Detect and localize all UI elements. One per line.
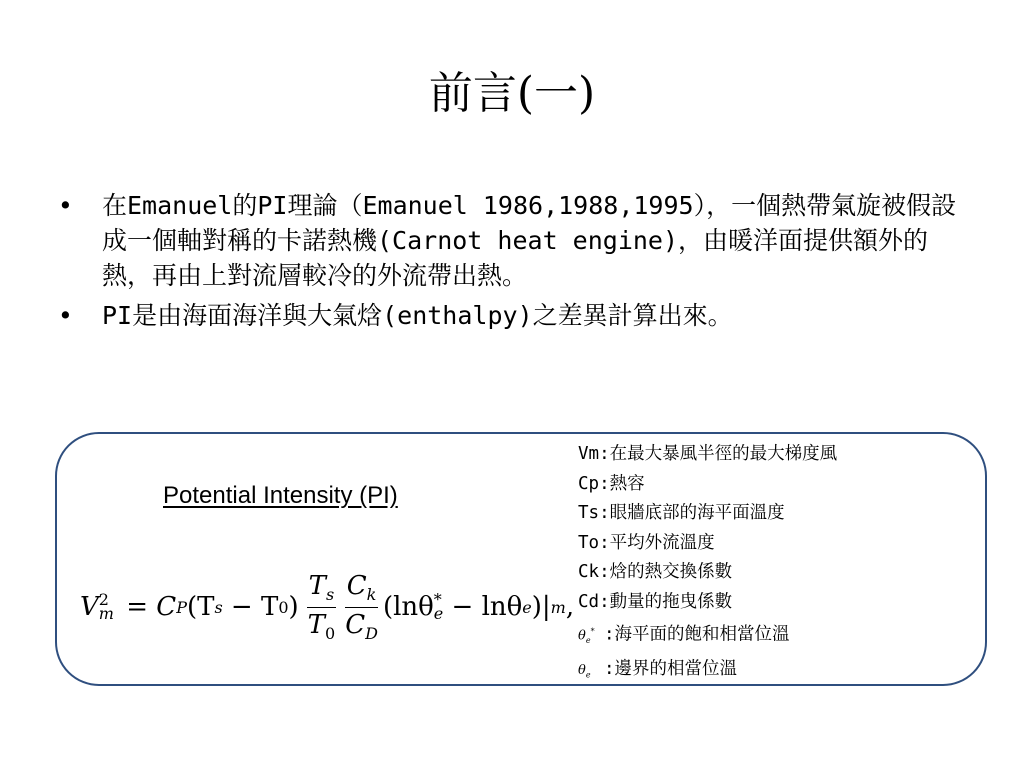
frac-c-num-sub: k xyxy=(366,585,377,605)
bullet-dot-icon: • xyxy=(58,191,73,220)
legend-text: Cp:熱容 xyxy=(578,473,645,494)
formula-ln-end: )| xyxy=(531,592,551,622)
frac-t-num-letter: T xyxy=(308,571,326,602)
theta-e-symbol xyxy=(578,656,604,690)
frac-t-den xyxy=(306,608,338,643)
legend-item xyxy=(578,470,837,500)
slide-title: 前言(一) xyxy=(428,68,596,119)
pi-heading: Potential Intensity (PI) xyxy=(163,482,398,509)
formula-frac-c xyxy=(343,571,380,642)
theta-e-star-symbol xyxy=(578,617,604,655)
bullet-text: 在Emanuel的PI理論（Emanuel 1986,1988,1995），一個熱帶氣旋被假設成一個軸對稱的卡諾熱機(Carnot heat engine)，由暖洋面提供額外的熱，再由上對流層較冷的外流帶出熱。 xyxy=(102,191,957,290)
formula-v-sub: m xyxy=(98,604,114,623)
legend-text: Ts:眼牆底部的海平面溫度 xyxy=(578,503,785,523)
theta-letter: θ xyxy=(578,663,586,679)
legend-text: :邊界的相當位溫 xyxy=(604,659,738,680)
formula-ln2: − lnθ xyxy=(443,592,523,622)
formula-eq: = xyxy=(117,592,157,622)
bullet-text: PI是由海面海洋與大氣焓(enthalpy)之差異計算出來。 xyxy=(102,301,733,330)
frac-t-num xyxy=(307,571,337,607)
formula-close: ) xyxy=(288,592,299,622)
formula-v: V xyxy=(80,592,99,622)
legend-item xyxy=(578,558,837,588)
formula-frac-t xyxy=(306,571,338,642)
formula-ln1-sub: e xyxy=(433,604,444,623)
bullet-list xyxy=(58,188,958,338)
frac-t-num-sub: s xyxy=(326,585,335,605)
legend-text: Vm:在最大暴風半徑的最大梯度風 xyxy=(578,444,838,464)
theta-sub: e xyxy=(585,635,591,645)
frac-c-num xyxy=(345,571,379,607)
formula-ln-end-sub: m xyxy=(550,597,566,617)
formula-cp: C xyxy=(156,592,177,622)
bullet-item xyxy=(58,298,958,333)
formula-v-sup: 2 xyxy=(98,590,109,609)
pi-formula xyxy=(80,566,574,648)
legend-text: To:平均外流溫度 xyxy=(578,532,715,553)
frac-t-den-sub: 0 xyxy=(325,623,336,643)
legend-text: :海平面的飽和相當位溫 xyxy=(604,624,790,645)
legend-item xyxy=(578,440,837,470)
frac-c-den xyxy=(343,608,380,643)
formula-ln1-scripts xyxy=(433,590,444,623)
frac-c-num-letter: C xyxy=(346,571,367,602)
formula-minus: − T xyxy=(222,592,279,622)
formula-paren: (T xyxy=(186,592,215,622)
legend-text: Cd:動量的拖曳係數 xyxy=(578,591,733,612)
formula-ln2-sub: e xyxy=(522,597,532,617)
legend-item xyxy=(578,588,837,618)
bullet-dot-icon: • xyxy=(58,301,73,330)
frac-c-den-letter: C xyxy=(345,609,366,640)
legend-item xyxy=(578,617,837,655)
formula-ts-sub: s xyxy=(214,597,223,617)
frac-c-den-sub: D xyxy=(365,623,378,643)
legend-item xyxy=(578,529,837,559)
formula-cp-sub: P xyxy=(176,597,187,617)
theta-sub: e xyxy=(585,671,591,681)
legend-item xyxy=(578,499,837,529)
bullet-item xyxy=(58,188,958,293)
formula-v-scripts xyxy=(98,590,114,623)
frac-t-den-letter: T xyxy=(307,609,326,640)
formula-tail: , xyxy=(565,592,575,622)
theta-letter: θ xyxy=(578,628,586,644)
variable-legend xyxy=(578,440,837,691)
formula-t0-sub: 0 xyxy=(278,597,289,617)
legend-text: Ck:焓的熱交換係數 xyxy=(578,562,733,582)
formula-ln1-sup: * xyxy=(433,590,442,609)
legend-item xyxy=(578,655,837,690)
formula-ln1: (lnθ xyxy=(382,592,434,622)
theta-sup: * xyxy=(590,627,595,636)
